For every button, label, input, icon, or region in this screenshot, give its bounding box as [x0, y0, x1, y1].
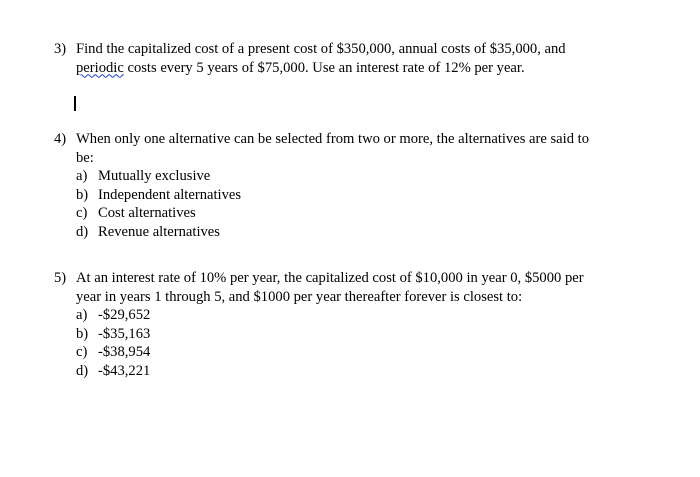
option-letter: a) [76, 168, 88, 184]
question-number: 4) [54, 131, 67, 147]
option-letter: c) [76, 344, 88, 360]
option-letter: a) [76, 307, 88, 323]
option-letter: b) [76, 325, 89, 342]
option-d [54, 362, 644, 381]
question-text-continued: be: [76, 149, 94, 166]
question-text-rest: costs every 5 years of $75,000. Use an interest rate of 12% per year. [123, 59, 525, 76]
option-text: Revenue alternatives [98, 223, 220, 240]
question-number: 5) [54, 270, 67, 286]
question-4-line-2 [54, 149, 644, 168]
option-letter: d) [76, 223, 89, 240]
text-cursor [74, 96, 76, 111]
option-text: Independent alternatives [98, 186, 242, 203]
question-5-line-2 [54, 288, 644, 307]
option-text: Mutually exclusive [98, 168, 211, 184]
question-text: At an interest rate of 10% per year, the capitalized cost of $10,000 in year 0, $5000 per [76, 270, 584, 286]
option-letter: b) [76, 186, 89, 203]
question-text: When only one alternative can be selected from two or more, the alternatives are said to [76, 131, 590, 147]
option-c [54, 204, 644, 223]
option-a [54, 167, 644, 186]
question-3 [54, 40, 644, 77]
option-c [54, 343, 644, 362]
option-letter: d) [76, 362, 89, 379]
question-3-line-1 [54, 40, 644, 59]
question-text: Find the capitalized cost of a present cost of $350,000, annual costs of $35,000, and [76, 41, 566, 57]
option-b [54, 325, 644, 344]
option-d [54, 223, 644, 242]
option-text: -$35,163 [98, 325, 151, 342]
option-text: -$38,954 [98, 344, 151, 360]
spellcheck-flagged-word[interactable]: periodic [76, 59, 124, 76]
question-5 [54, 269, 644, 380]
option-letter: c) [76, 205, 88, 221]
option-text: -$43,221 [98, 362, 151, 379]
option-a [54, 306, 644, 325]
question-text-continued: year in years 1 through 5, and $1000 per year thereafter forever is closest to: [76, 288, 523, 305]
question-3-line-2 [54, 59, 644, 78]
option-text: Cost alternatives [98, 205, 196, 221]
option-b [54, 186, 644, 205]
question-number: 3) [54, 41, 67, 57]
question-4 [54, 130, 644, 241]
question-4-line-1 [54, 130, 644, 149]
option-text: -$29,652 [98, 307, 151, 323]
question-text-continued [76, 59, 525, 78]
question-5-line-1 [54, 269, 644, 288]
